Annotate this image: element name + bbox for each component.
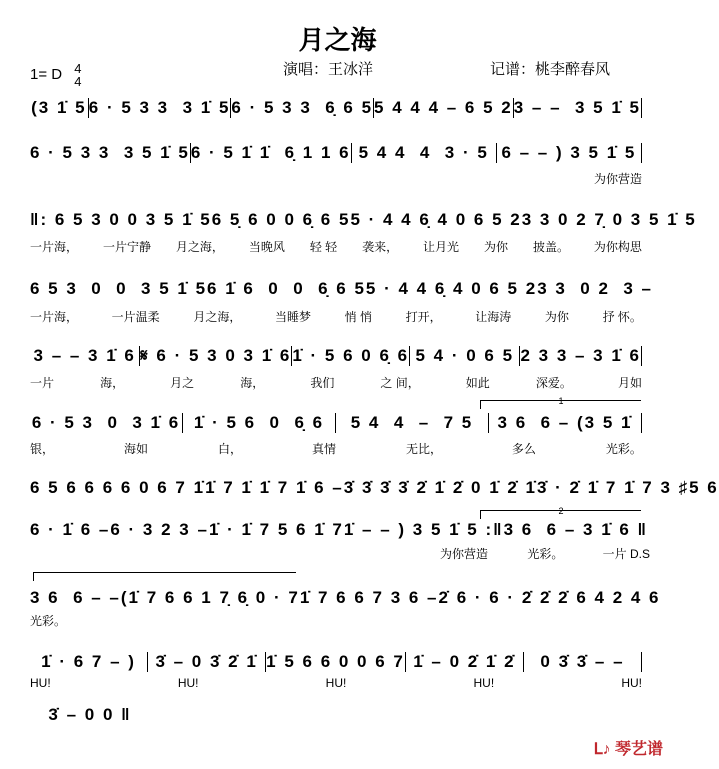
measure: 6 5̣ 6 0 0 6̣ 6 5 [211,210,351,229]
lyric: 让海涛 [475,310,512,324]
measure: 3 3 0 2 7̣ 0 3 5 1̇ 5 [521,210,697,229]
lyric: 一片海， [30,310,79,324]
measure: 5 · 4 4 6̣ 4 0 6 5 2 [365,279,538,298]
measure: 3̇ – 0 0 ‖ [48,705,132,724]
measure: 3 3 0 2 3 – [537,279,653,298]
lyric: 月之海， [193,310,242,324]
lyric: 真情 [311,442,336,456]
measure: 6 · 5 3 3 3 1̇ 5 [88,98,231,117]
lyric: 一片海， [30,240,79,254]
lyric: 海， [240,376,265,390]
measure: 6 · 5 1̇ 1̇ 6̣ 1 1 6 [190,143,351,162]
lyric: 海， [100,376,125,390]
lyric: 多么 [511,442,536,456]
lyric: 披盖。 [532,240,569,254]
singer-credit: 演唱：王冰洋 [283,61,374,78]
measure: 3 6 6 – – [30,588,121,607]
lyric: 一片宁静 [102,240,151,254]
staff-row [30,413,642,433]
measure: 1̇ – 0 2̇ 1̇ 2̇ [413,652,516,671]
staff-row [30,705,150,725]
measure: 3 6 6 – 3 1̇ 6 ‖ [503,520,649,539]
time-bottom: 4 [74,74,82,89]
logo-text: 琴艺谱 [614,741,663,758]
lyric: 当睡梦 [274,310,311,324]
lyrics-row [30,170,642,187]
measure: 6 · 5 3 3 3 5 1̇ 5 [30,143,190,162]
lyric: 一片 D.S [602,547,650,561]
measure: 1̇ – – ) 3 5 1̇ 5 :‖ [343,520,504,539]
measure: 6 1̇ 6 0 0 6̣ 6 5 [207,279,366,298]
measure: 2 3 3 – 3 1̇ 6 [520,346,641,365]
lyric: 袭来， [362,240,399,254]
lyric: 当晚风 [248,240,285,254]
lyrics-row [30,238,642,255]
lyric: HU! [473,676,495,690]
lyric: 光彩。 [605,442,642,456]
measure: 5 4 · 0 6 5 [415,346,515,365]
measure: 6 – – ) 3 5 1̇ 5 [501,143,637,162]
measure: 5 4 4 4 – 6 5 2 [374,98,513,117]
volta-2-continued [33,572,296,581]
measure: 6 5 6 6 6 6 0 6 7 1̇ [30,478,206,497]
lyric: HU! [325,676,347,690]
lyric: 深爱。 [535,376,572,390]
lyric: 为你构思 [593,240,642,254]
lyric: HU! [30,676,51,690]
lyric: 打开， [405,310,442,324]
lyric: 月之海， [175,240,224,254]
lyrics-row [30,612,642,629]
measure: 3̇ 3̇ 3̇ 3̇ 2̇ 1̇ 2̇ 0 1̇ 2̇ 1̇ [343,478,537,497]
lyric: 海如 [123,442,148,456]
measure: 1̇ · 5 6 0 6̣ 6 [193,413,325,432]
measure: 3̇ – 0 3̇ 2̇ 1̇ [155,652,258,671]
volta-1-label: 1 [558,396,564,406]
measure: 6 · 3 2 3 – [110,520,209,539]
measure: 𝄋 6 · 5 3 0 3 1̇ 6 [140,346,292,365]
measure: 5 4 4 4 3 · 5 [358,143,489,162]
staff-row [30,652,642,672]
measure: 1̇ 7 1̇ 1̇ 7 1̇ 6 – [205,478,344,497]
time-signature [74,62,81,88]
lyric: HU! [621,676,642,690]
volta-2-label: 2 [558,506,564,516]
lyric: 月之 [170,376,195,390]
staff-row [30,143,642,163]
watermark-logo: ᒪ♪ 琴艺谱 [593,741,663,758]
lyrics-row [30,308,642,325]
staff-row [30,279,653,299]
barline [641,413,642,433]
lyric: 为你 [544,310,569,324]
measure: 1̇ · 1̇ 7 5 6 1̇ 7 [208,520,344,539]
measure: 6 · 1̇ 6 – [30,520,111,539]
lyric: 抒 怀。 [602,310,642,324]
lyric: 无比， [405,442,442,456]
lyric: 光彩。 [527,547,564,561]
lyrics-row [30,440,642,457]
lyrics-row [440,545,650,562]
measure: 3̇ · 2̇ 1̇ 7 1̇ 7 3 ♯5 6 [537,478,719,497]
measure: 6 5 3 0 0 3 5 1̇ 5 [30,279,208,298]
lyric: 我们 [310,376,335,390]
time-top: 4 [74,61,82,76]
measure: 5 4 4 – 7 5 [350,413,474,432]
lyric: 如此 [465,376,490,390]
lyric: 一片 [30,376,55,390]
lyric: 一片温柔 [111,310,160,324]
key-signature [30,62,82,88]
measure: 2̇ 6 · 6 · 2̇ 2̇ 2̇ 6 4 2 4 6 [438,588,661,607]
staff-row [30,210,697,230]
staff-row [30,588,661,608]
lyric: 银， [30,442,55,456]
staff-row [30,346,642,366]
lyrics-row [30,676,642,690]
lyric: 月如 [617,376,642,390]
measure: 3 – – 3 5 1̇ 5 [513,98,641,117]
measure: 6 · 5 3 3 6̣ 6 5 [231,98,374,117]
barline [641,346,642,366]
staff-row [30,98,642,118]
lyric: 为你 [484,240,509,254]
barline [641,143,642,163]
lyric: 之 间， [380,376,420,390]
lyric: 白， [217,442,242,456]
lyric: 光彩。 [30,614,67,628]
lyric: 悄 悄 [344,310,372,324]
measure: 1̇ · 6 7 – ) [41,652,136,671]
measure: 0 3̇ 3̇ – – [540,652,625,671]
measure: ‖: 6 5 3 0 0 3 5 1̇ 5 [30,210,212,229]
measure: 3 – – 3 1̇ 6 [33,346,136,365]
lyric: 为你营造 [593,172,642,186]
key-label: 1= D [30,65,63,83]
measure: 1̇ 7 6 6 7 3 6 – [299,588,439,607]
lyric: HU! [177,676,199,690]
staff-row [30,478,719,498]
barline [641,98,642,118]
barline [641,652,642,672]
volta-2 [480,506,641,519]
lyric: 为你营造 [440,547,489,561]
measure: 5 · 4 4 6̣ 4 0 6 5 2 [350,210,522,229]
measure: 1̇ 5 6 6 0 0 6 7 [266,652,405,671]
measure: 1̇ · 5 6 0 6̣ 6 [292,346,410,365]
lyrics-row [30,374,642,391]
measure: 6 · 5 3 0 3 1̇ 6 [31,413,181,432]
staff-row [30,520,649,540]
lyric: 轻 轻 [309,240,338,254]
measure: 3 6 6 – (3 5 1̇ [497,413,633,432]
measure: (1̇ 7 6 6 1 7̣ 6̣ 0 · 7 [120,588,300,607]
transcriber-credit: 记谱：桃李醉春风 [490,61,611,78]
measure: (3 1̇ 5 [31,98,87,117]
song-title: 月之海 [298,26,377,56]
volta-1 [480,396,641,409]
lyric: 让月光 [423,240,460,254]
